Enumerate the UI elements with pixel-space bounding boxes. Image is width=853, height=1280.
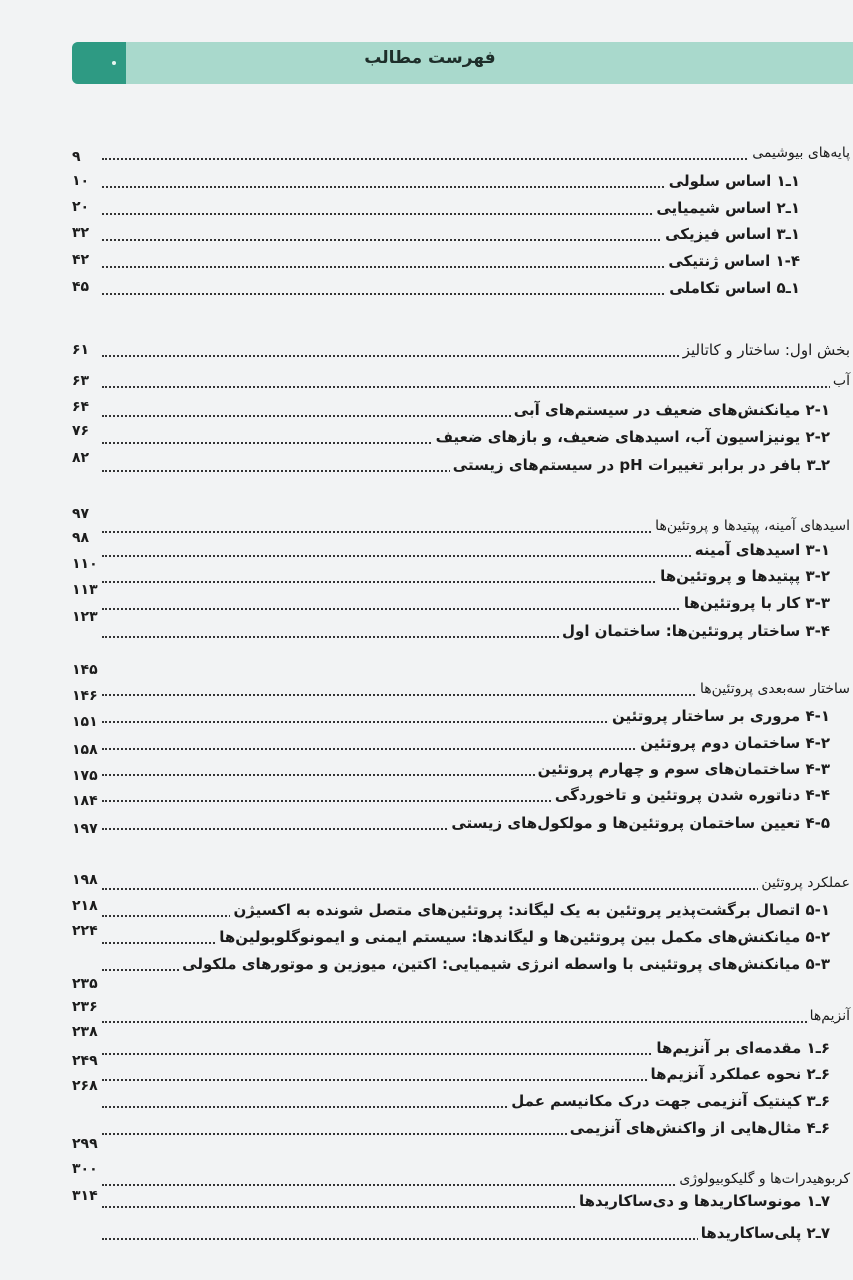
toc-page-number: ۱۹۸ (72, 872, 98, 888)
toc-entry-title: ۴-۵ تعیین ساختمان پروتئین‌ها و مولکول‌های زیستی (448, 810, 830, 836)
toc-page-number-cell (72, 867, 132, 893)
toc-page-number: ۱۴۵ (72, 662, 98, 678)
toc-page-number-cell (72, 604, 132, 630)
toc-page-number: ۲۰ (72, 199, 90, 215)
header-tab-accent (72, 42, 126, 84)
toc-page-number-cell (72, 709, 132, 735)
toc-page-number-cell (72, 788, 132, 814)
toc-page-number-cell (72, 368, 132, 394)
toc-entry-title: ۶ـ۱ مقدمه‌ای بر آنزیم‌ها (653, 1035, 830, 1061)
toc-page-number: ۹۸ (72, 530, 90, 546)
toc-section-row (72, 424, 830, 450)
toc-chapter-row (72, 140, 850, 166)
toc-page-number: ۱۱۰ (72, 556, 98, 572)
toc-entry-title: ۷ـ۲ پلی‌ساکاریدها (698, 1220, 830, 1246)
toc-page-number-cell (72, 737, 132, 763)
toc-section-row (72, 452, 830, 478)
toc-section-row (72, 897, 830, 923)
toc-page-number-cell (72, 551, 132, 577)
toc-page-number: ۲۳۵ (72, 976, 98, 992)
toc-page-number: ۱۲۳ (72, 609, 98, 625)
toc-page-number-cell (72, 168, 132, 194)
toc-section-row (72, 168, 800, 194)
toc-entry-title: ۴-۴ دناتوره شدن پروتئین و تاخوردگی (552, 782, 830, 808)
toc-page-number-cell (72, 763, 132, 789)
toc-page-number-cell (72, 577, 132, 603)
toc-page-number: ۹۷ (72, 506, 90, 522)
toc-page-number-cell (72, 1131, 132, 1157)
toc-section-row (72, 782, 830, 808)
toc-page-number-cell (72, 1156, 132, 1182)
toc-entry-title: بخش اول: ساختار و کاتالیز (680, 337, 850, 363)
toc-page-number-cell (72, 274, 132, 300)
toc-page-number-cell (72, 394, 132, 420)
toc-entry-title: کربوهیدرات‌ها و گلیکوبیولوژی (676, 1166, 850, 1192)
toc-page-number: ۲۱۸ (72, 898, 98, 914)
toc-page-number: ۳۰۰ (72, 1161, 98, 1177)
toc-page-number: ۱۷۵ (72, 768, 98, 784)
toc-page-number: ۲۴۹ (72, 1053, 98, 1069)
toc-page-number-cell (72, 816, 132, 842)
toc-part-row (72, 337, 850, 363)
toc-entry-title: ۶ـ۳ کینتیک آنزیمی جهت درک مکانیسم عمل (508, 1088, 830, 1114)
toc-entry-title: اسیدهای آمینه، پپتیدها و پروتئین‌ها (652, 513, 850, 539)
toc-page-number: ۴۵ (72, 279, 90, 295)
toc-section-row (72, 1061, 830, 1087)
toc-section-row (72, 1188, 830, 1214)
toc-page-number-cell (72, 194, 132, 220)
toc-page-number: ۲۹۹ (72, 1136, 98, 1152)
toc-section-row (72, 618, 830, 644)
toc-section-row (72, 730, 830, 756)
toc-entry-title: ۵-۲ میانکنش‌های مکمل بین پروتئین‌ها و لیگاندها: سیستم ایمنی و ایمونوگلوبولین‌ها (216, 924, 830, 950)
toc-entry-title: ۱ـ۱ اساس سلولی (666, 168, 800, 194)
toc-page-number: ۱۰ (72, 173, 90, 189)
toc-page-number: ۹ (72, 149, 81, 165)
toc-section-row (72, 397, 830, 423)
toc-section-row (72, 195, 800, 221)
toc-page-number: ۶۴ (72, 399, 90, 415)
toc-entry-title: ۶ـ۴ مثال‌هایی از واکنش‌های آنزیمی (567, 1115, 830, 1141)
toc-entry-title: ساختار سه‌بعدی پروتئین‌ها (697, 676, 850, 702)
toc-page-number-cell (72, 418, 132, 444)
toc-page-number: ۱۵۸ (72, 742, 98, 758)
toc-page-number-cell (72, 918, 132, 944)
toc-entry-title: ۳-۴ ساختار پروتئین‌ها: ساختمان اول (559, 618, 830, 644)
toc-entry-title: ۱ـ۳ اساس فیزیکی (662, 221, 800, 247)
toc-page-number: ۱۱۳ (72, 582, 98, 598)
toc-page-number: ۱۹۷ (72, 821, 98, 837)
toc-entry-title: ۲-۱ میانکنش‌های ضعیف در سیستم‌های آبی (511, 397, 830, 423)
toc-section-row (72, 221, 800, 247)
toc-chapter-row (72, 1003, 850, 1029)
toc-section-row (72, 248, 800, 274)
toc-page-number-cell (72, 220, 132, 246)
toc-entry-title: ۳-۳ کار با پروتئین‌ها (681, 590, 830, 616)
toc-entry-title: عملکرد پروتئین (758, 870, 850, 896)
leader-dots (102, 158, 850, 160)
toc-page-number: ۶۳ (72, 373, 90, 389)
toc-section-row (72, 756, 830, 782)
toc-page-number: ۲۳۸ (72, 1024, 98, 1040)
toc-page-number: ۳۲ (72, 225, 90, 241)
toc-entry-title: ۲-۲ یونیزاسیون آب، اسیدهای ضعیف، و بازهای ضعیف (433, 424, 830, 450)
leader-dots (102, 1021, 850, 1023)
toc-page-number: ۸۲ (72, 450, 90, 466)
toc-page-number: ۱۸۴ (72, 793, 98, 809)
toc-entry-title: ۱ـ۲ اساس شیمیایی (653, 195, 800, 221)
leader-dots (102, 888, 850, 890)
toc-page-number: ۲۶۸ (72, 1078, 98, 1094)
toc-page-number-cell (72, 657, 132, 683)
toc-entry-title: ۵-۱ اتصال برگشت‌پذیر پروتئین به یک لیگاند: پروتئین‌های متصل شونده به اکسیژن (230, 897, 830, 923)
toc-entry-title: ۱ـ۵ اساس تکاملی (666, 275, 800, 301)
toc-entry-title: ۲ـ۳ بافر در برابر تغییرات pH در سیستم‌های زیستی (450, 452, 830, 478)
toc-section-row (72, 924, 830, 950)
toc-section-row (72, 1035, 830, 1061)
toc-page-number: ۱۵۱ (72, 714, 98, 730)
toc-section-row (72, 275, 800, 301)
toc-entry-title: ۶ـ۲ نحوه عملکرد آنزیم‌ها (647, 1061, 830, 1087)
toc-page-number-cell (72, 445, 132, 471)
toc-section-row (72, 1115, 830, 1141)
toc-page-number: ۱۴۶ (72, 688, 98, 704)
toc-page-number: ۴۲ (72, 252, 90, 268)
toc-page-number-cell (72, 1019, 132, 1045)
toc-entry-title: ۴-۳ ساختمان‌های سوم و چهارم پروتئین (535, 756, 830, 782)
toc-section-row (72, 590, 830, 616)
toc-chapter-row (72, 513, 850, 539)
toc-entry-title: ۵-۳ میانکنش‌های پروتئینی با واسطه انرژی شیمیایی: اکتین، میوزین و موتورهای ملکولی (179, 951, 830, 977)
header-dot-icon (112, 61, 116, 65)
toc-page-number-cell (72, 1048, 132, 1074)
toc-page-number-cell (72, 144, 132, 170)
toc-page-number: ۲۲۴ (72, 923, 98, 939)
toc-page-number: ۶۱ (72, 342, 90, 358)
toc-entry-title: ۴-۱ مروری بر ساختار پروتئین (609, 703, 830, 729)
toc-page-number-cell (72, 501, 132, 527)
toc-entry-title: ۷ـ۱ مونوساکاریدها و دی‌ساکاریدها (576, 1188, 830, 1214)
toc-section-row (72, 810, 830, 836)
toc-page-number-cell (72, 247, 132, 273)
toc-page-number-cell (72, 525, 132, 551)
toc-page-number-cell (72, 994, 132, 1020)
toc-section-row (72, 537, 830, 563)
toc-entry-title: پایه‌های بیوشیمی (749, 140, 850, 166)
toc-page-number: ۷۶ (72, 423, 90, 439)
toc-section-row (72, 563, 830, 589)
toc-entry-title: آنزیم‌ها (807, 1003, 850, 1029)
toc-entry-title: ۳-۲ پپتیدها و پروتئین‌ها (657, 563, 830, 589)
toc-page-number-cell (72, 1183, 132, 1209)
toc-section-row (72, 1220, 830, 1246)
toc-entry-title: ۱-۴ اساس ژنتیکی (665, 248, 800, 274)
toc-entry-title: ۳-۱ اسیدهای آمینه (692, 537, 830, 563)
page-title: فهرست مطالب (364, 48, 496, 68)
toc-page-number: ۲۳۶ (72, 999, 98, 1015)
toc-chapter-row (72, 676, 850, 702)
toc-entry-title: آب (830, 368, 850, 394)
toc-page-number-cell (72, 337, 132, 363)
leader-dots (102, 386, 850, 388)
toc-chapter-row (72, 870, 850, 896)
toc-page-number-cell (72, 683, 132, 709)
toc-section-row (72, 1088, 830, 1114)
toc-page-number-cell (72, 893, 132, 919)
toc-page-number-cell (72, 1073, 132, 1099)
toc-chapter-row (72, 368, 850, 394)
toc-page-number: ۳۱۴ (72, 1188, 98, 1204)
toc-section-row (72, 951, 830, 977)
toc-section-row (72, 703, 830, 729)
toc-entry-title: ۴-۲ ساختمان دوم پروتئین (637, 730, 830, 756)
